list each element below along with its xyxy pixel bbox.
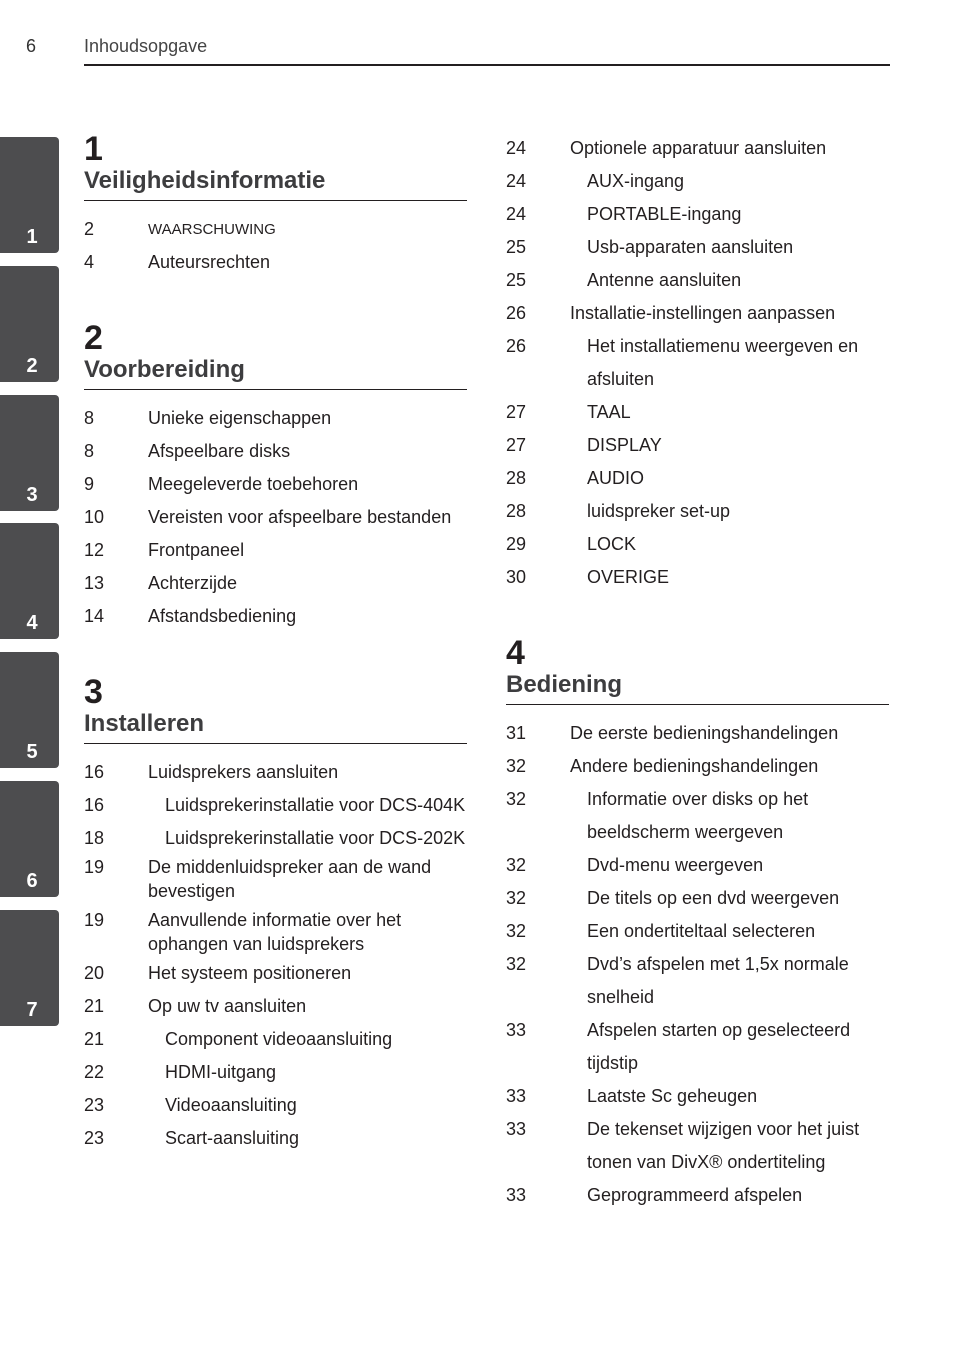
- toc-entry-text: Unieke eigenschappen: [148, 408, 332, 428]
- toc-entry[interactable]: [506, 495, 889, 528]
- toc-page-number: 32: [506, 921, 527, 941]
- toc-page-number: 21: [84, 996, 105, 1016]
- toc-entry[interactable]: [84, 246, 467, 279]
- toc-page-number: 27: [506, 402, 527, 422]
- toc-entry[interactable]: [84, 1056, 467, 1089]
- toc-entry-text: Antenne aansluiten: [587, 270, 742, 290]
- toc-entry[interactable]: [506, 915, 889, 948]
- toc-entry-text: Aanvullende informatie over het ophangen van luidsprekers: [148, 910, 402, 954]
- toc-entry-text: Component videoaansluiting: [165, 1029, 393, 1049]
- tab-label: 6: [26, 870, 38, 892]
- toc-left-column: [84, 132, 467, 1155]
- toc-entry[interactable]: [84, 501, 467, 534]
- toc-entry[interactable]: [506, 1080, 889, 1113]
- toc-page-number: 23: [84, 1128, 105, 1148]
- toc-page-number: 19: [84, 910, 105, 930]
- toc-page-number: 33: [506, 1119, 527, 1139]
- tab-label: 4: [26, 612, 38, 634]
- toc-entry-text: De eerste bedieningshandelingen: [570, 723, 839, 743]
- toc-entry-text: Scart-aansluiting: [165, 1128, 300, 1148]
- toc-entry[interactable]: [84, 822, 467, 851]
- toc-entry-text: Geprogrammeerd afspelen: [587, 1185, 803, 1205]
- toc-entry[interactable]: [84, 904, 467, 957]
- toc-entry[interactable]: [506, 231, 889, 264]
- tab-label: 3: [26, 484, 38, 506]
- chapter-title: Veiligheidsinformatie: [84, 166, 467, 201]
- toc-page-number: 26: [506, 303, 527, 323]
- toc-entry-text: Luidsprekerinstallatie voor DCS-404K: [165, 795, 466, 815]
- chapter-number: 4: [506, 634, 525, 672]
- chapter-section: [506, 636, 889, 1212]
- toc-entry-text: AUDIO: [587, 468, 645, 488]
- toc-entry[interactable]: [506, 132, 889, 165]
- chapter-number: 3: [84, 673, 103, 711]
- toc-entry-text: Dvd-menu weergeven: [587, 855, 764, 875]
- toc-entry[interactable]: [506, 750, 889, 783]
- toc-entry-text: Afspelen starten op geselecteerd tijdstip: [587, 1020, 851, 1073]
- toc-entry-text: Optionele apparatuur aansluiten: [570, 138, 827, 158]
- toc-page-number: 4: [84, 252, 95, 272]
- chapter-tab-7[interactable]: [0, 910, 59, 1026]
- toc-entry[interactable]: [506, 330, 889, 396]
- toc-entry-text: Afspeelbare disks: [148, 441, 291, 461]
- toc-page-number: 23: [84, 1095, 105, 1115]
- toc-entry-text: Luidsprekers aansluiten: [148, 762, 339, 782]
- toc-entry-text: Het installatiemenu weergeven en afsluiten: [587, 336, 859, 389]
- toc-entry-text: DISPLAY: [587, 435, 662, 455]
- toc-entry[interactable]: [84, 213, 467, 246]
- toc-entry-text: Installatie-instellingen aanpassen: [570, 303, 836, 323]
- chapter-section: [84, 321, 467, 633]
- toc-entry-text: Afstandsbediening: [148, 606, 297, 626]
- toc-page-number: 26: [506, 336, 527, 356]
- toc-entry[interactable]: [506, 429, 889, 462]
- toc-entry-text: Een ondertiteltaal selecteren: [587, 921, 816, 941]
- toc-entry-text: TAAL: [587, 402, 631, 422]
- toc-page-number: 2: [84, 219, 95, 239]
- toc-entry[interactable]: [84, 435, 467, 468]
- chapter-tab-6[interactable]: [0, 781, 59, 897]
- toc-entry[interactable]: [84, 1122, 467, 1155]
- toc-page-number: 24: [506, 171, 527, 191]
- toc-page-number: 24: [506, 138, 527, 158]
- page-header: [0, 0, 954, 70]
- toc-entry[interactable]: [506, 882, 889, 915]
- chapter-tab-5[interactable]: [0, 652, 59, 768]
- toc-page-number: 24: [506, 204, 527, 224]
- toc-entry-text: Vereisten voor afspeelbare bestanden: [148, 507, 452, 527]
- toc-page-number: 10: [84, 507, 105, 527]
- toc-page-number: 28: [506, 501, 527, 521]
- toc-page-number: 16: [84, 762, 105, 782]
- toc-entry[interactable]: [506, 297, 889, 330]
- toc-entry[interactable]: [506, 1179, 889, 1212]
- toc-page-number: 25: [506, 237, 527, 257]
- toc-entry-text: luidspreker set-up: [587, 501, 731, 521]
- toc-entry[interactable]: [84, 1023, 467, 1056]
- chapter-number: 2: [84, 319, 103, 357]
- toc-entry[interactable]: [84, 567, 467, 600]
- toc-page-number: 12: [84, 540, 105, 560]
- toc-entry-text: Videoaansluiting: [165, 1095, 297, 1115]
- toc-entry[interactable]: [506, 783, 889, 849]
- toc-entry[interactable]: [84, 1089, 467, 1122]
- toc-entry-text: Dvd’s afspelen met 1,5x normale snelheid: [587, 954, 849, 1007]
- toc-entry[interactable]: [506, 1113, 889, 1179]
- toc-entry[interactable]: [84, 534, 467, 567]
- toc-page-number: 33: [506, 1020, 527, 1040]
- toc-page-number: 13: [84, 573, 105, 593]
- toc-page-number: 9: [84, 474, 95, 494]
- toc-page-number: 32: [506, 954, 527, 974]
- toc-entry[interactable]: [84, 957, 467, 990]
- toc-entry[interactable]: [506, 462, 889, 495]
- toc-page-number: 32: [506, 756, 527, 776]
- toc-entry[interactable]: [506, 561, 889, 594]
- toc-entry[interactable]: [506, 264, 889, 297]
- chapter-title: Voorbereiding: [84, 355, 467, 390]
- chapter-tab-4[interactable]: [0, 523, 59, 639]
- toc-entry-text: Op uw tv aansluiten: [148, 996, 307, 1016]
- toc-page-number: 30: [506, 567, 527, 587]
- toc-entry-text: Achterzijde: [148, 573, 238, 593]
- toc-entry[interactable]: [506, 1014, 889, 1080]
- toc-entry-text: De tekenset wijzigen voor het juist tonen van DivX® ondertiteling: [587, 1119, 860, 1172]
- page-number: 6: [26, 36, 37, 56]
- chapter-section: [84, 132, 467, 279]
- tab-label: 7: [26, 999, 38, 1021]
- toc-entry[interactable]: [506, 849, 889, 882]
- toc-page-number: 32: [506, 855, 527, 875]
- toc-entry[interactable]: [84, 851, 467, 904]
- toc-page-number: 22: [84, 1062, 105, 1082]
- toc-entry-text: De titels op een dvd weergeven: [587, 888, 840, 908]
- toc-entry[interactable]: [84, 756, 467, 789]
- chapter-title: Bediening: [506, 670, 889, 705]
- toc-entry-text: Informatie over disks op het beeldscherm weergeven: [587, 789, 809, 842]
- toc-entry-text: WAARSCHUWING: [148, 221, 276, 238]
- toc-page-number: 19: [84, 857, 105, 877]
- section-gap: [506, 594, 889, 636]
- toc-entry-text: AUX-ingang: [587, 171, 685, 191]
- chapter-tab-1[interactable]: [0, 137, 59, 253]
- toc-entry-text: LOCK: [587, 534, 637, 554]
- toc-entry[interactable]: [506, 717, 889, 750]
- toc-entry-text: OVERIGE: [587, 567, 670, 587]
- tab-label: 1: [26, 226, 38, 248]
- toc-page-number: 33: [506, 1086, 527, 1106]
- section-gap: [84, 279, 467, 321]
- toc-page-number: 8: [84, 408, 95, 428]
- toc-page-number: 31: [506, 723, 527, 743]
- toc-entry-text: Andere bedieningshandelingen: [570, 756, 819, 776]
- section-gap: [84, 633, 467, 675]
- toc-entry[interactable]: [84, 402, 467, 435]
- toc-page-number: 18: [84, 828, 105, 848]
- toc-page-number: 21: [84, 1029, 105, 1049]
- toc-entry[interactable]: [84, 789, 467, 822]
- toc-entry-text: De middenluidspreker aan de wand bevestigen: [148, 857, 432, 901]
- header-title: Inhoudsopgave: [84, 36, 208, 56]
- toc-entry-text: Auteursrechten: [148, 252, 271, 272]
- toc-page-number: 29: [506, 534, 527, 554]
- toc-page-number: 14: [84, 606, 105, 626]
- toc-entry[interactable]: [506, 396, 889, 429]
- toc-entry-text: Het systeem positioneren: [148, 963, 352, 983]
- toc-entry[interactable]: [84, 600, 467, 633]
- toc-page-number: 33: [506, 1185, 527, 1205]
- toc-page-number: 16: [84, 795, 105, 815]
- toc-page-number: 32: [506, 888, 527, 908]
- toc-page-number: 8: [84, 441, 95, 461]
- tab-label: 2: [26, 355, 38, 377]
- toc-entry-text: Frontpaneel: [148, 540, 245, 560]
- tab-label: 5: [26, 741, 38, 763]
- toc-entry-text: Meegeleverde toebehoren: [148, 474, 359, 494]
- toc-entry-text: HDMI-uitgang: [165, 1062, 277, 1082]
- chapter-tab-2[interactable]: [0, 266, 59, 382]
- toc-entry-text: Luidsprekerinstallatie voor DCS-202K: [165, 828, 466, 848]
- toc-entry[interactable]: [506, 528, 889, 561]
- toc-entry-text: PORTABLE-ingang: [587, 204, 742, 224]
- toc-page-number: 20: [84, 963, 105, 983]
- chapter-section: [84, 675, 467, 1155]
- toc-entry-text: Laatste Sc geheugen: [587, 1086, 758, 1106]
- toc-entry[interactable]: [84, 990, 467, 1023]
- toc-right-column: [506, 132, 889, 1212]
- toc-page-number: 25: [506, 270, 527, 290]
- chapter-tab-3[interactable]: [0, 395, 59, 511]
- toc-page-number: 27: [506, 435, 527, 455]
- toc-entry[interactable]: [506, 948, 889, 1014]
- chapter-title: Installeren: [84, 709, 467, 744]
- toc-entry[interactable]: [506, 165, 889, 198]
- toc-page-number: 28: [506, 468, 527, 488]
- toc-entry-text: Usb-apparaten aansluiten: [587, 237, 794, 257]
- toc-entry[interactable]: [506, 198, 889, 231]
- chapter-number: 1: [84, 130, 103, 168]
- toc-page-number: 32: [506, 789, 527, 809]
- header-rule: [84, 64, 890, 66]
- toc-entry[interactable]: [84, 468, 467, 501]
